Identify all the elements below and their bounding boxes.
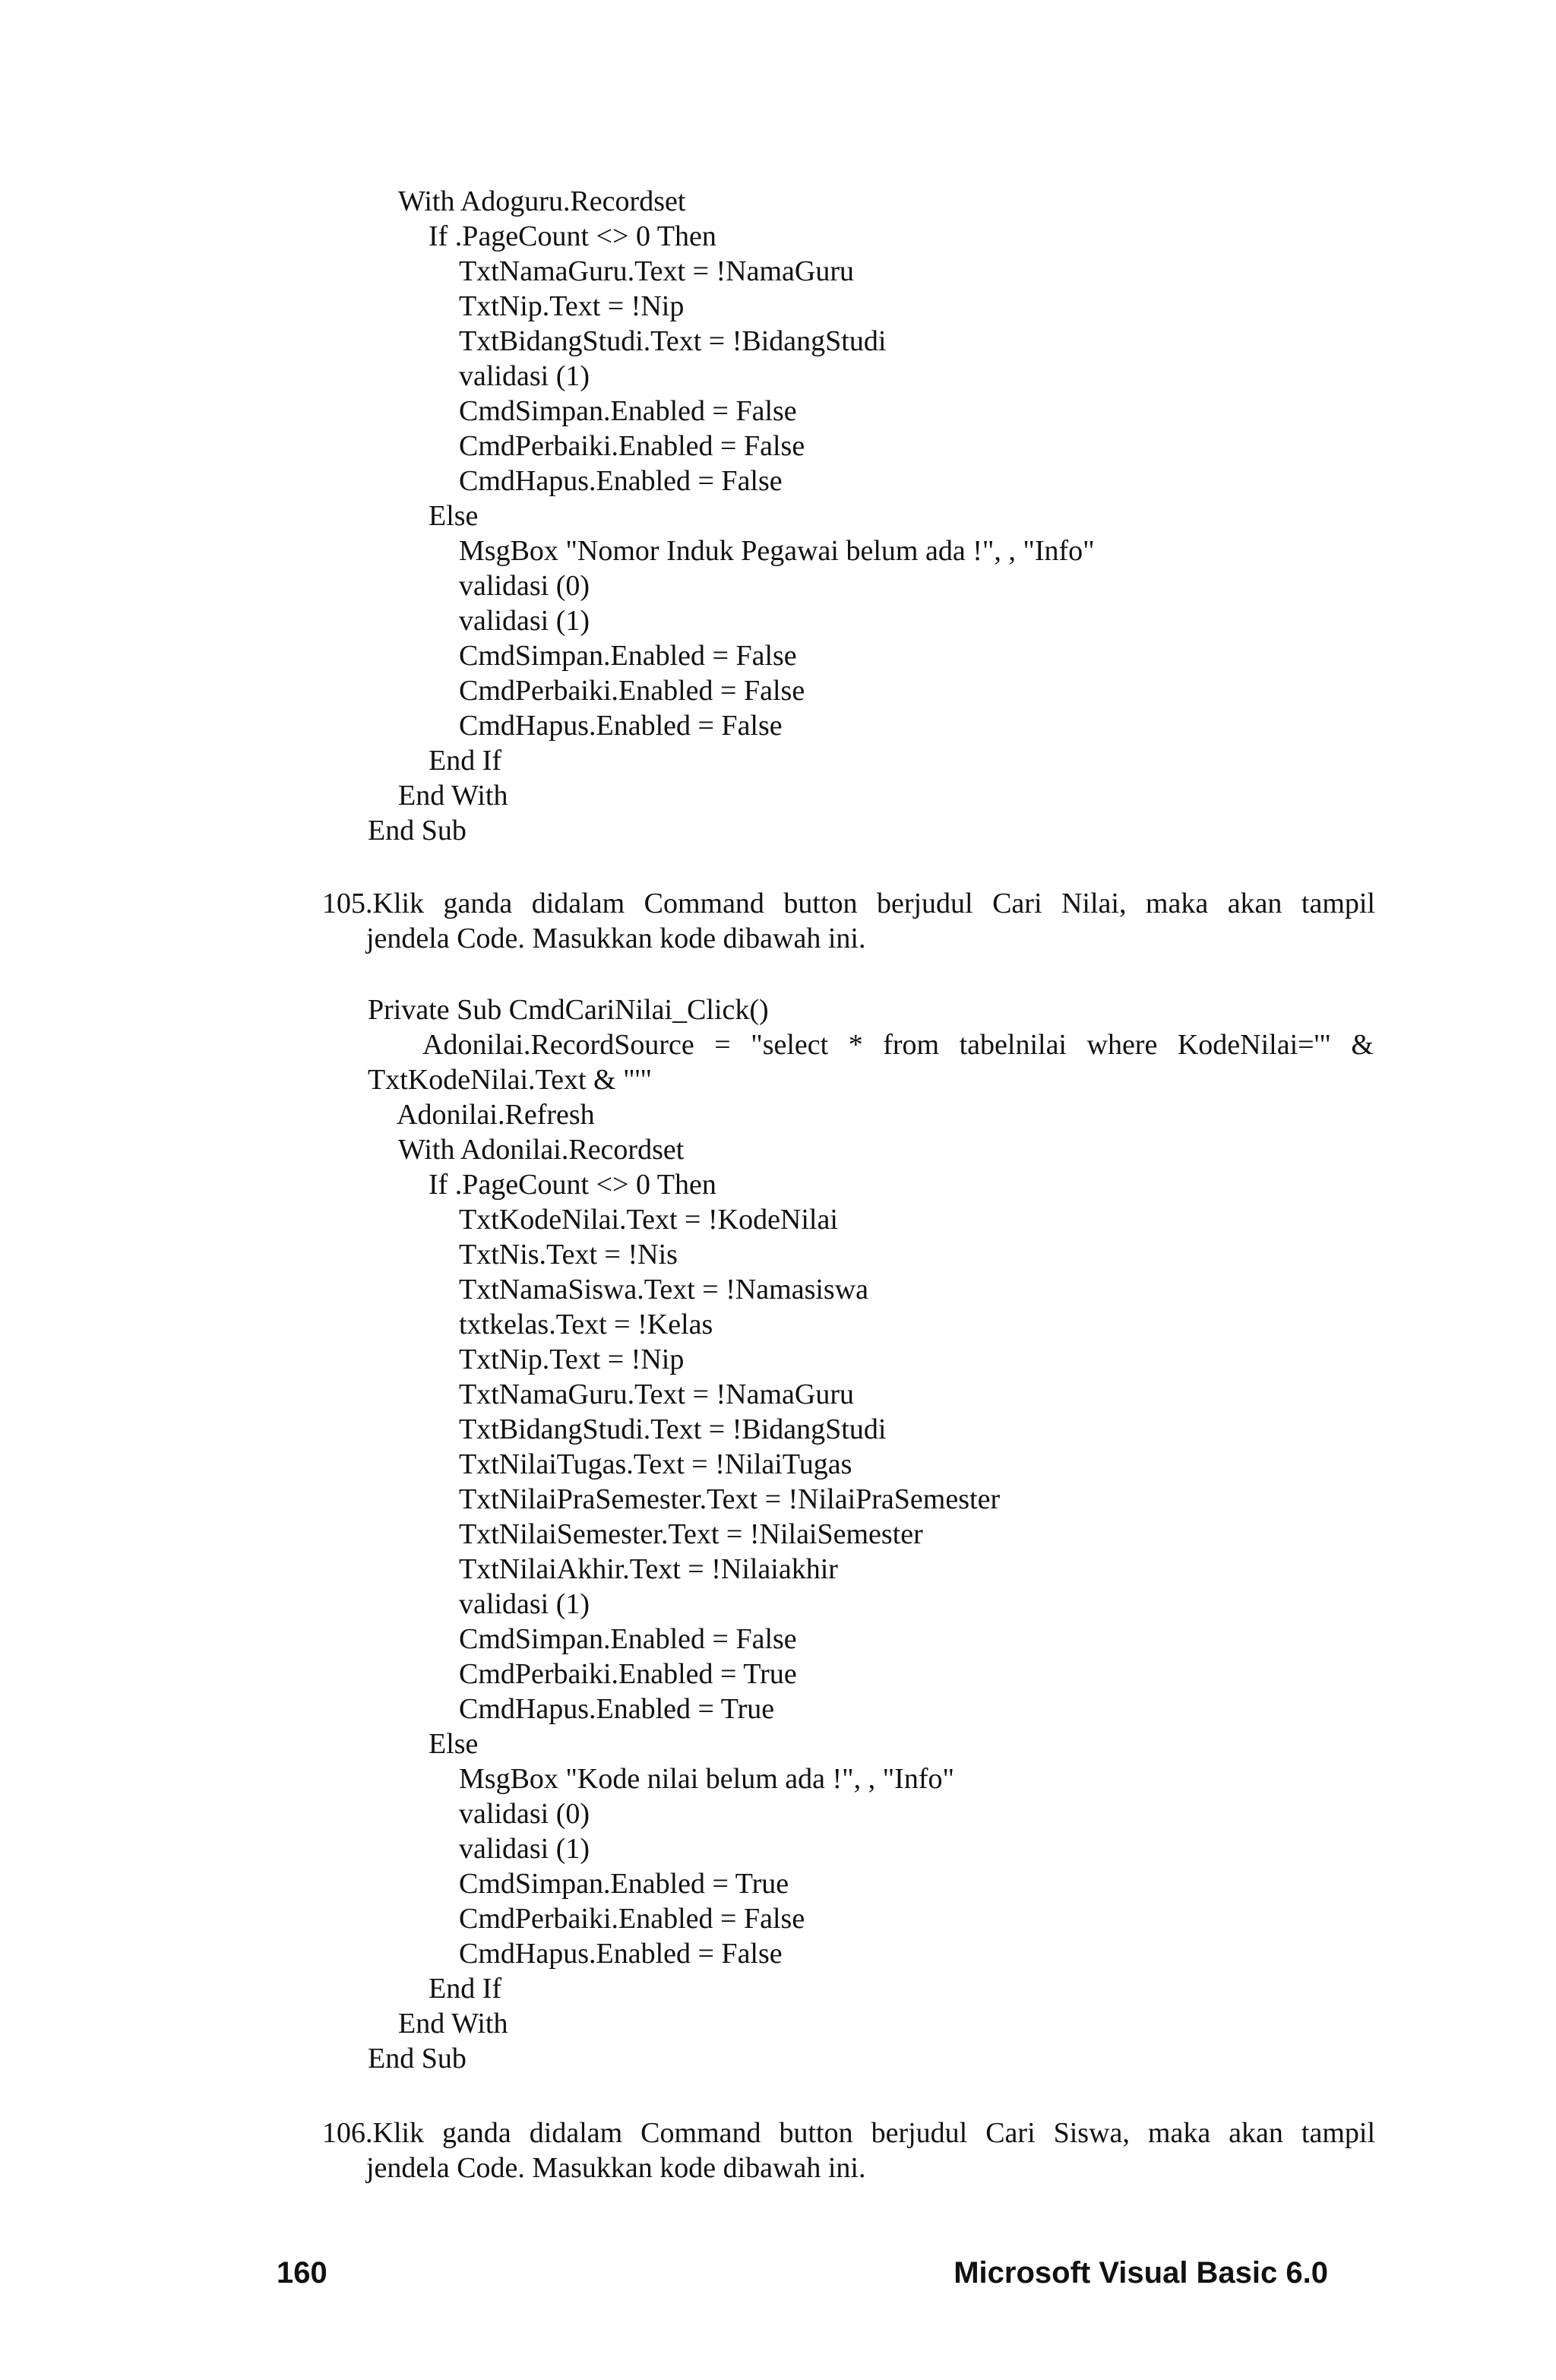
code-line: With Adonilai.Recordset [398, 1134, 685, 1166]
code-line: MsgBox "Nomor Induk Pegawai belum ada !", , "Info" [459, 535, 1095, 567]
code-line: If .PageCount <> 0 Then [429, 220, 716, 252]
code-line: End If [429, 745, 502, 777]
code-line: TxtBidangStudi.Text = !BidangStudi [459, 325, 887, 357]
code-line: Adonilai.Refresh [397, 1099, 595, 1131]
code-line: Private Sub CmdCariNilai_Click() [368, 994, 769, 1026]
code-line: End With [398, 780, 508, 812]
book-title: Microsoft Visual Basic 6.0 [954, 2256, 1328, 2290]
step-106-line-1: 106.Klik ganda didalam Command button berjudul Cari Siswa, maka akan tampil [322, 2117, 1375, 2149]
code-line: TxtNilaiAkhir.Text = !Nilaiakhir [459, 1553, 838, 1585]
code-line: TxtNis.Text = !Nis [459, 1239, 678, 1271]
code-line: TxtNamaSiswa.Text = !Namasiswa [459, 1274, 869, 1306]
code-line: TxtNamaGuru.Text = !NamaGuru [459, 255, 854, 287]
code-line: txtkelas.Text = !Kelas [459, 1309, 713, 1340]
step-number: 105. [322, 888, 373, 919]
code-line: validasi (1) [459, 605, 590, 637]
code-line: Else [429, 500, 479, 532]
code-line: validasi (1) [459, 1833, 590, 1865]
step-105-paragraph [322, 886, 1375, 956]
code-line: TxtKodeNilai.Text = !KodeNilai [459, 1204, 838, 1236]
code-line: CmdPerbaiki.Enabled = False [459, 430, 805, 462]
code-line: TxtNilaiSemester.Text = !NilaiSemester [459, 1518, 923, 1550]
code-line: CmdSimpan.Enabled = False [459, 395, 797, 427]
code-line: CmdSimpan.Enabled = False [459, 1623, 797, 1655]
code-line: Adonilai.RecordSource = "select * from tabelnilai where KodeNilai='" & [422, 1029, 1374, 1061]
step-106-paragraph [322, 2116, 1375, 2185]
code-line: TxtNilaiPraSemester.Text = !NilaiPraSemester [459, 1483, 1001, 1515]
code-line: If .PageCount <> 0 Then [429, 1169, 716, 1201]
code-line: TxtNilaiTugas.Text = !NilaiTugas [459, 1448, 852, 1480]
code-line: MsgBox "Kode nilai belum ada !", , "Info" [459, 1763, 954, 1795]
code-line: CmdHapus.Enabled = True [459, 1693, 775, 1725]
code-line: End If [429, 1973, 502, 2005]
code-line: CmdPerbaiki.Enabled = False [459, 675, 805, 707]
code-line: End Sub [368, 815, 466, 847]
code-line: CmdHapus.Enabled = False [459, 710, 783, 742]
code-line: With Adoguru.Recordset [398, 185, 686, 217]
code-line: validasi (1) [459, 360, 590, 392]
code-line: CmdPerbaiki.Enabled = False [459, 1903, 805, 1935]
code-line: validasi (1) [459, 1588, 590, 1620]
code-line: End With [398, 2008, 508, 2040]
code-line: TxtNamaGuru.Text = !NamaGuru [459, 1378, 854, 1410]
code-line: CmdHapus.Enabled = False [459, 465, 783, 497]
code-line: End Sub [368, 2043, 466, 2075]
code-line: TxtNip.Text = !Nip [459, 290, 685, 322]
code-line: TxtKodeNilai.Text & "'" [368, 1064, 652, 1096]
code-line: CmdHapus.Enabled = False [459, 1938, 783, 1970]
code-line: validasi (0) [459, 1798, 590, 1830]
step-105-line-2: jendela Code. Masukkan kode dibawah ini. [366, 923, 866, 954]
step-106-line-2: jendela Code. Masukkan kode dibawah ini. [366, 2152, 866, 2184]
step-105-line-1: 105.Klik ganda didalam Command button berjudul Cari Nilai, maka akan tampil [322, 888, 1375, 919]
code-line: CmdSimpan.Enabled = False [459, 640, 797, 672]
code-line: Else [429, 1728, 479, 1760]
code-line: validasi (0) [459, 570, 590, 602]
step-number: 106. [322, 2117, 373, 2149]
page-number: 160 [277, 2256, 327, 2290]
code-line: TxtBidangStudi.Text = !BidangStudi [459, 1413, 887, 1445]
code-line: CmdPerbaiki.Enabled = True [459, 1658, 797, 1690]
code-line: TxtNip.Text = !Nip [459, 1343, 685, 1375]
code-line: CmdSimpan.Enabled = True [459, 1868, 789, 1900]
